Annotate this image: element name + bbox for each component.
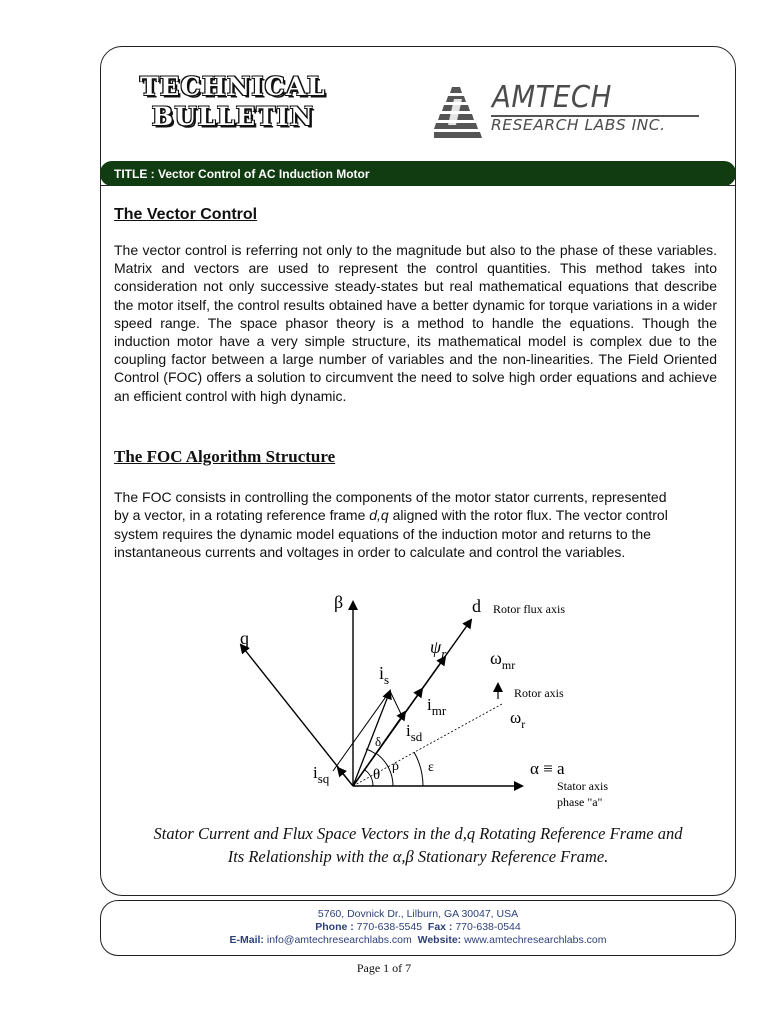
section-heading-vector-control: The Vector Control xyxy=(114,206,258,223)
is-subscript: s xyxy=(384,672,390,687)
isq-subscript: sq xyxy=(317,771,330,786)
beta-label: β xyxy=(334,592,344,612)
section-body-foc xyxy=(114,488,674,562)
rho-label: ρ xyxy=(392,759,399,774)
caption-line1: Stator Current and Flux Space Vectors in the d,q Rotating Reference Frame and xyxy=(153,824,683,843)
alpha-a-label: α ≡ a xyxy=(530,759,565,778)
isd-label xyxy=(406,721,423,744)
bulletin-title xyxy=(140,72,326,132)
isd-subscript: sd xyxy=(410,729,423,744)
omega-mr-subscript: mr xyxy=(501,658,516,672)
title-bar xyxy=(100,161,736,186)
email-label: E-Mail: xyxy=(229,934,264,946)
foc-body-italic: d,q xyxy=(369,507,389,524)
isq-vector xyxy=(338,768,353,786)
omega-r-symbol: ω xyxy=(510,708,522,727)
delta-arc xyxy=(366,749,376,754)
title-label: TITLE : xyxy=(114,166,155,181)
section-heading-foc: The FOC Algorithm Structure xyxy=(114,447,336,466)
section-body-vector-control: The vector control is referring not only to the magnitude but also to the phase of these variables. Matrix and vectors are used to represent the control quantities. This method takes into consideration not only successive steady-states but real mathematical equations that describe the motor itself, the control results obtained have a better dynamic for torque variations in a wider speed range. The space phasor theory is a method to handle the equations. Though the induction motor have a very simple structure, its mathematical model is complex due to the coupling factor between a large number of variables and the non-linearities. The Field Oriented Control (FOC) offers a solution to circumvent the need to solve high order equations and achieve an efficient control with high dynamic. xyxy=(114,242,717,404)
footer-email-web xyxy=(101,934,735,947)
phase-a-label: phase "a" xyxy=(557,795,603,809)
company-logo-icon xyxy=(434,85,484,140)
epsilon-label: ε xyxy=(428,760,434,775)
website-link[interactable]: www.amtechresearchlabs.com xyxy=(464,934,607,946)
is-perp xyxy=(390,691,401,714)
psi-r-subscript: r xyxy=(441,646,447,661)
bulletin-title-line2: BULLETIN xyxy=(151,102,315,131)
is-symbol: i xyxy=(379,663,385,683)
theta-arc xyxy=(365,770,373,786)
theta-label: θ xyxy=(373,767,381,783)
q-label: q xyxy=(240,628,249,648)
phone-label: Phone : xyxy=(315,921,354,933)
title-text: Vector Control of AC Induction Motor xyxy=(158,166,370,181)
is-vector xyxy=(353,691,390,786)
stator-axis-label: Stator axis xyxy=(557,779,608,793)
vector-diagram xyxy=(100,586,736,822)
omega-r-subscript: r xyxy=(521,717,526,731)
imr-subscript: mr xyxy=(431,703,447,718)
page-number: Page 1 of 7 xyxy=(356,961,412,975)
rotor-flux-axis-label: Rotor flux axis xyxy=(493,602,565,616)
foc-body-part2: aligned with the rotor flux. The vector control system requires the dynamic model equations of the induction motor and returns to the instantaneous currents and voltages in order to calculate and control the variables. xyxy=(114,507,668,561)
footer-address: 5760, Dovnick Dr., Lilburn, GA 30047, USA xyxy=(317,908,519,920)
rotor-axis-label: Rotor axis xyxy=(514,686,564,700)
fax-value: 770-638-0544 xyxy=(455,921,521,933)
caption-line2: Its Relationship with the α,β Stationary Reference Frame. xyxy=(227,847,609,866)
is-label xyxy=(379,663,389,687)
omega-mr-symbol: ω xyxy=(490,648,502,668)
psi-r-label xyxy=(430,637,447,661)
omega-mr-label xyxy=(490,648,515,672)
isd-symbol: i xyxy=(406,721,411,740)
psi-r-symbol: ψ xyxy=(430,637,442,657)
fax-label: Fax : xyxy=(427,921,453,933)
website-label: Website: xyxy=(417,934,462,946)
epsilon-arc xyxy=(414,752,423,786)
isq-symbol: i xyxy=(313,763,318,782)
imr-symbol: i xyxy=(427,695,432,714)
figure-caption xyxy=(100,822,736,868)
foc-body-part1: The FOC consists in controlling the components of the motor stator currents, represented by a vector, in a rotating reference frame xyxy=(114,489,667,524)
isq-label xyxy=(313,763,330,786)
footer-phone-fax xyxy=(101,921,735,934)
imr-label xyxy=(427,695,447,718)
q-axis xyxy=(241,645,353,786)
bulletin-title-line1: TECHNICAL xyxy=(140,72,327,101)
omega-r-label xyxy=(510,708,525,731)
phone-value: 770-638-5545 xyxy=(356,921,423,933)
company-subtitle: RESEARCH LABS INC. xyxy=(491,116,666,134)
delta-label: δ xyxy=(375,734,382,749)
company-name: AMTECH xyxy=(492,80,612,115)
email-link[interactable]: info@amtechresearchlabs.com xyxy=(266,934,412,946)
footer-contact xyxy=(100,900,736,956)
d-label: d xyxy=(472,596,481,616)
is-parallel xyxy=(333,691,390,771)
